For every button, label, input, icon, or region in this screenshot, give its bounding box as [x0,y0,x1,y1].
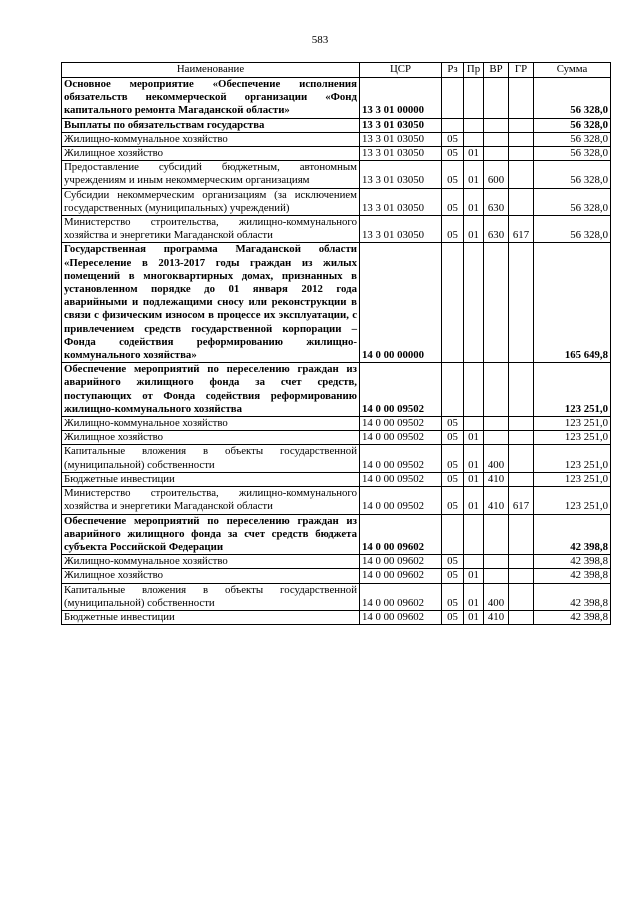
cell-gr [509,431,534,445]
cell-sum: 165 649,8 [534,243,611,363]
cell-csr: 14 0 00 09502 [360,487,442,514]
cell-sum: 123 251,0 [534,431,611,445]
cell-gr [509,363,534,417]
cell-pr: 01 [464,569,484,583]
table-row [62,569,611,583]
header-pr: Пр [464,63,484,78]
cell-sum: 42 398,8 [534,555,611,569]
table-row [62,363,611,417]
cell-name: Капитальные вложения в объекты государственной (муниципальной) собственности [62,583,360,610]
cell-name: Жилищно-коммунальное хозяйство [62,132,360,146]
cell-pr [464,132,484,146]
cell-vr: 410 [484,610,509,624]
cell-name: Жилищно-коммунальное хозяйство [62,555,360,569]
cell-sum: 42 398,8 [534,569,611,583]
cell-rz: 05 [442,610,464,624]
cell-sum: 56 328,0 [534,188,611,215]
cell-gr [509,610,534,624]
cell-sum: 123 251,0 [534,472,611,486]
cell-rz [442,78,464,119]
cell-sum: 123 251,0 [534,445,611,472]
cell-csr: 14 0 00 09502 [360,431,442,445]
cell-name: Обеспечение мероприятий по переселению граждан из аварийного жилищного фонда за счет средств бюджета субъекта Российской Федерации [62,514,360,555]
cell-rz: 05 [442,161,464,188]
cell-vr [484,243,509,363]
cell-rz: 05 [442,431,464,445]
header-csr: ЦСР [360,63,442,78]
cell-vr [484,417,509,431]
table-body [62,78,611,625]
cell-gr [509,243,534,363]
cell-pr [464,243,484,363]
cell-csr: 13 3 01 03050 [360,161,442,188]
cell-name: Бюджетные инвестиции [62,472,360,486]
cell-rz: 05 [442,583,464,610]
header-sum: Сумма [534,63,611,78]
table-row [62,472,611,486]
cell-pr [464,514,484,555]
cell-vr: 600 [484,161,509,188]
cell-name: Министерство строительства, жилищно-коммунального хозяйства и энергетики Магаданской области [62,216,360,243]
cell-name: Капитальные вложения в объекты государственной (муниципальной) собственности [62,445,360,472]
cell-pr [464,417,484,431]
cell-csr: 14 0 00 09602 [360,569,442,583]
cell-pr [464,118,484,132]
table-row [62,610,611,624]
cell-csr: 14 0 00 09602 [360,555,442,569]
cell-rz: 05 [442,188,464,215]
cell-pr: 01 [464,216,484,243]
cell-sum: 56 328,0 [534,78,611,119]
table-row [62,132,611,146]
cell-csr: 13 3 01 03050 [360,188,442,215]
cell-gr [509,583,534,610]
cell-csr: 14 0 00 09502 [360,445,442,472]
cell-gr [509,147,534,161]
cell-name: Выплаты по обязательствам государства [62,118,360,132]
cell-csr: 13 3 01 03050 [360,132,442,146]
cell-csr: 14 0 00 09602 [360,610,442,624]
cell-rz [442,243,464,363]
cell-vr [484,569,509,583]
cell-csr: 14 0 00 09602 [360,583,442,610]
cell-sum: 56 328,0 [534,161,611,188]
cell-vr [484,118,509,132]
cell-vr: 630 [484,188,509,215]
table-row [62,161,611,188]
cell-vr: 410 [484,472,509,486]
cell-gr [509,161,534,188]
table-row [62,514,611,555]
cell-name: Основное мероприятие «Обеспечение исполнения обязательств некоммерческой организации «Фонд капитального ремонта Магаданской области» [62,78,360,119]
cell-rz: 05 [442,216,464,243]
cell-vr [484,78,509,119]
cell-pr [464,78,484,119]
cell-csr: 14 0 00 09502 [360,363,442,417]
cell-pr: 01 [464,147,484,161]
cell-pr: 01 [464,445,484,472]
header-rz: Рз [442,63,464,78]
cell-name: Жилищное хозяйство [62,569,360,583]
cell-rz: 05 [442,147,464,161]
cell-name: Обеспечение мероприятий по переселению граждан из аварийного жилищного фонда за счет средств, поступающих от Фонда содействия реформированию жилищно-коммунального хозяйства [62,363,360,417]
cell-gr [509,445,534,472]
cell-gr [509,417,534,431]
cell-pr [464,555,484,569]
cell-csr: 14 0 00 09502 [360,417,442,431]
cell-vr [484,132,509,146]
cell-sum: 56 328,0 [534,118,611,132]
cell-name: Жилищное хозяйство [62,147,360,161]
header-gr: ГР [509,63,534,78]
cell-gr [509,78,534,119]
cell-pr: 01 [464,431,484,445]
cell-pr: 01 [464,472,484,486]
header-row [62,63,611,78]
cell-rz: 05 [442,555,464,569]
cell-name: Жилищное хозяйство [62,431,360,445]
cell-vr: 410 [484,487,509,514]
table-row [62,188,611,215]
cell-gr [509,188,534,215]
table-row [62,216,611,243]
table-row [62,431,611,445]
cell-rz [442,514,464,555]
cell-sum: 123 251,0 [534,487,611,514]
cell-vr [484,363,509,417]
page-number: 583 [311,34,329,46]
cell-name: Государственная программа Магаданской области «Переселение в 2013-2017 годы граждан из жилых помещений в многоквартирных домах, признанных в установленном порядке до 01 января 2012 года аварийными и подлежащими сносу или реконструкции в связи с физическим износом в процессе их эксплуатации, с привлечением средств государственной корпорации – Фонда содействия реформированию жилищно-коммунального хозяйства» [62,243,360,363]
cell-vr [484,514,509,555]
cell-pr: 01 [464,188,484,215]
cell-vr: 400 [484,583,509,610]
cell-rz: 05 [442,417,464,431]
cell-vr [484,431,509,445]
table-row [62,445,611,472]
table-row [62,555,611,569]
cell-gr [509,472,534,486]
cell-csr: 14 0 00 09602 [360,514,442,555]
table-row [62,147,611,161]
table-row [62,487,611,514]
cell-gr [509,555,534,569]
cell-sum: 42 398,8 [534,514,611,555]
cell-csr: 13 3 01 03050 [360,118,442,132]
cell-gr [509,132,534,146]
table-row [62,417,611,431]
cell-sum: 42 398,8 [534,583,611,610]
cell-sum: 56 328,0 [534,147,611,161]
table-row [62,243,611,363]
table-row [62,78,611,119]
cell-rz: 05 [442,132,464,146]
cell-rz [442,363,464,417]
cell-name: Субсидии некоммерческим организациям (за исключением государственных (муниципальных) учреждений) [62,188,360,215]
cell-gr [509,118,534,132]
cell-rz [442,118,464,132]
cell-pr: 01 [464,583,484,610]
cell-csr: 13 3 01 03050 [360,147,442,161]
cell-gr: 617 [509,487,534,514]
table-row [62,118,611,132]
cell-vr: 400 [484,445,509,472]
cell-gr [509,569,534,583]
cell-pr: 01 [464,487,484,514]
cell-sum: 123 251,0 [534,417,611,431]
cell-name: Жилищно-коммунальное хозяйство [62,417,360,431]
cell-csr: 14 0 00 00000 [360,243,442,363]
cell-gr: 617 [509,216,534,243]
cell-gr [509,514,534,555]
cell-vr [484,147,509,161]
cell-name: Бюджетные инвестиции [62,610,360,624]
cell-name: Министерство строительства, жилищно-коммунального хозяйства и энергетики Магаданской области [62,487,360,514]
cell-vr [484,555,509,569]
budget-table [61,62,611,625]
cell-sum: 42 398,8 [534,610,611,624]
cell-pr: 01 [464,161,484,188]
cell-name: Предоставление субсидий бюджетным, автономным учреждениям и иным некоммерческим организациям [62,161,360,188]
header-vr: ВР [484,63,509,78]
cell-sum: 123 251,0 [534,363,611,417]
cell-csr: 13 3 01 03050 [360,216,442,243]
cell-sum: 56 328,0 [534,132,611,146]
table-row [62,583,611,610]
cell-vr: 630 [484,216,509,243]
cell-csr: 13 3 01 00000 [360,78,442,119]
cell-rz: 05 [442,472,464,486]
cell-csr: 14 0 00 09502 [360,472,442,486]
cell-pr: 01 [464,610,484,624]
cell-pr [464,363,484,417]
cell-sum: 56 328,0 [534,216,611,243]
cell-rz: 05 [442,487,464,514]
cell-rz: 05 [442,445,464,472]
cell-rz: 05 [442,569,464,583]
header-name: Наименование [62,63,360,78]
